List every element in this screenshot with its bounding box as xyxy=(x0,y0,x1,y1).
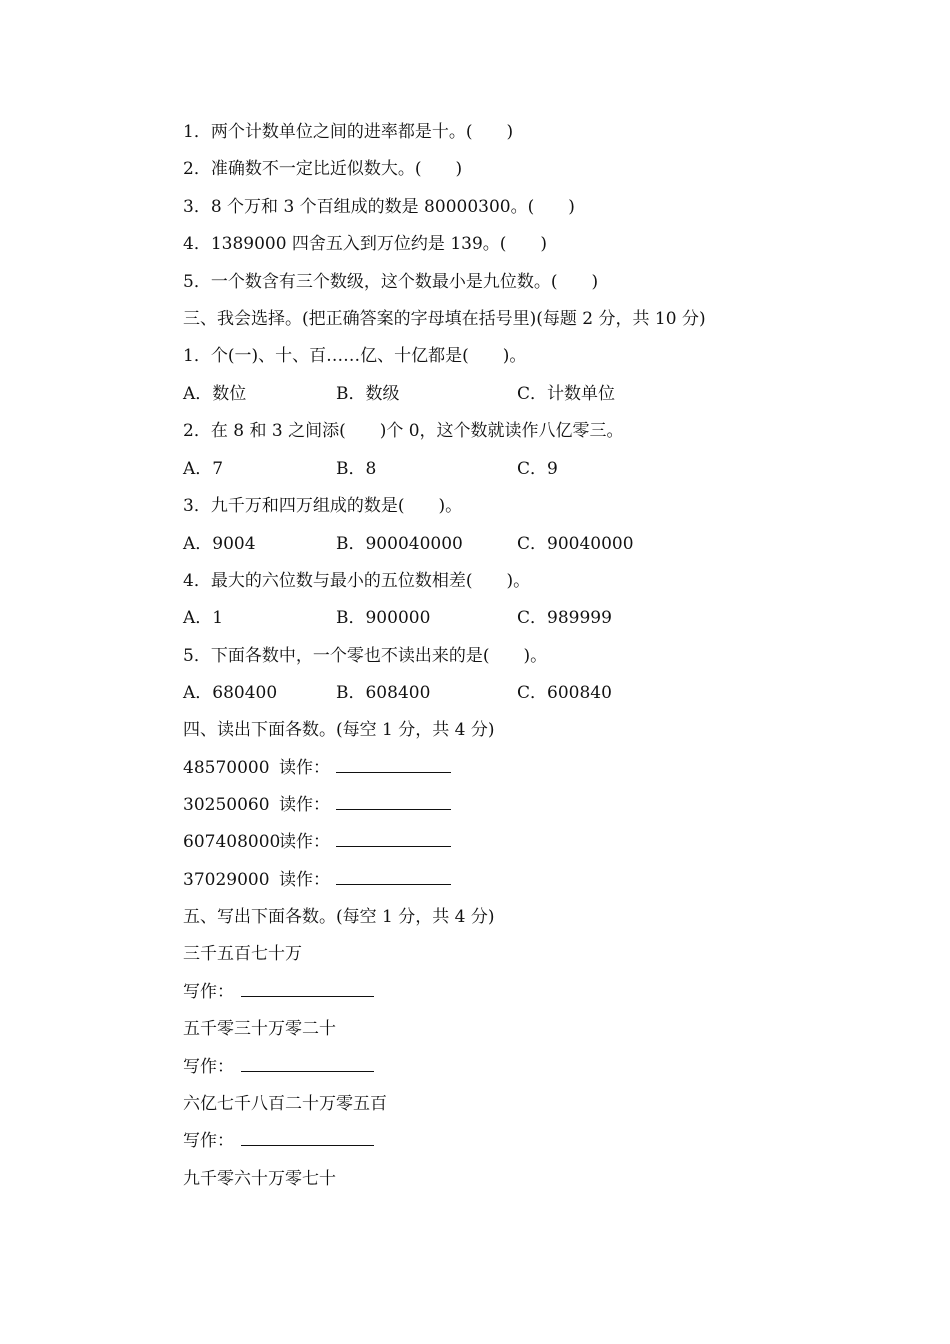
option-c: C．计数单位 xyxy=(517,384,616,404)
choice-question-5: 5．下面各数中，一个零也不读出来的是( )。 xyxy=(183,646,548,666)
answer-blank[interactable] xyxy=(336,794,451,810)
option-b: B．900000 xyxy=(336,608,431,628)
option-c: C．9 xyxy=(517,459,558,479)
choice-question-2: 2．在 8 和 3 之间添( )个 0，这个数就读作八亿零三。 xyxy=(183,421,624,441)
read-label: 读作： xyxy=(279,832,330,852)
write-number-4: 九千零六十万零七十 xyxy=(183,1169,336,1189)
answer-blank[interactable] xyxy=(336,831,451,847)
write-number-2: 五千零三十万零二十 xyxy=(183,1019,336,1039)
write-number-1: 三千五百七十万 xyxy=(183,944,302,964)
read-label: 读作： xyxy=(279,795,330,815)
option-b: B．数级 xyxy=(336,384,400,404)
section-4-title: 四、读出下面各数。(每空 1 分，共 4 分) xyxy=(183,720,495,740)
option-b: B．900040000 xyxy=(336,534,463,554)
answer-blank[interactable] xyxy=(336,757,451,773)
option-a: A．7 xyxy=(183,459,224,479)
answer-blank[interactable] xyxy=(241,1130,374,1146)
write-label: 写作： xyxy=(183,1057,234,1077)
option-c: C．989999 xyxy=(517,608,612,628)
option-a: A．1 xyxy=(183,608,224,628)
option-b: B．8 xyxy=(336,459,377,479)
answer-blank[interactable] xyxy=(241,1056,374,1072)
read-number: 37029000 xyxy=(183,870,270,890)
judge-item-2: 2．准确数不一定比近似数大。( ) xyxy=(183,159,463,179)
judge-item-1: 1．两个计数单位之间的进率都是十。( ) xyxy=(183,122,514,142)
read-label: 读作： xyxy=(279,870,330,890)
read-number: 48570000 xyxy=(183,758,270,778)
read-number: 607408000 xyxy=(183,832,281,852)
choice-question-1: 1．个(一)、十、百……亿、十亿都是( )。 xyxy=(183,346,527,366)
option-c: C．600840 xyxy=(517,683,612,703)
read-label: 读作： xyxy=(279,758,330,778)
judge-item-3: 3．8 个万和 3 个百组成的数是 80000300。( ) xyxy=(183,197,575,217)
option-c: C．90040000 xyxy=(517,534,634,554)
write-number-3: 六亿七千八百二十万零五百 xyxy=(183,1094,387,1114)
option-a: A．680400 xyxy=(183,683,278,703)
section-5-title: 五、写出下面各数。(每空 1 分，共 4 分) xyxy=(183,907,495,927)
judge-item-4: 4．1389000 四舍五入到万位约是 139。( ) xyxy=(183,234,548,254)
option-a: A．9004 xyxy=(183,534,256,554)
section-3-title: 三、我会选择。(把正确答案的字母填在括号里)(每题 2 分，共 10 分) xyxy=(183,309,706,329)
write-label: 写作： xyxy=(183,1131,234,1151)
answer-blank[interactable] xyxy=(241,981,374,997)
write-label: 写作： xyxy=(183,982,234,1002)
choice-question-3: 3．九千万和四万组成的数是( )。 xyxy=(183,496,463,516)
read-number: 30250060 xyxy=(183,795,270,815)
judge-item-5: 5．一个数含有三个数级，这个数最小是九位数。( ) xyxy=(183,272,599,292)
option-b: B．608400 xyxy=(336,683,431,703)
choice-question-4: 4．最大的六位数与最小的五位数相差( )。 xyxy=(183,571,531,591)
answer-blank[interactable] xyxy=(336,869,451,885)
option-a: A．数位 xyxy=(183,384,247,404)
